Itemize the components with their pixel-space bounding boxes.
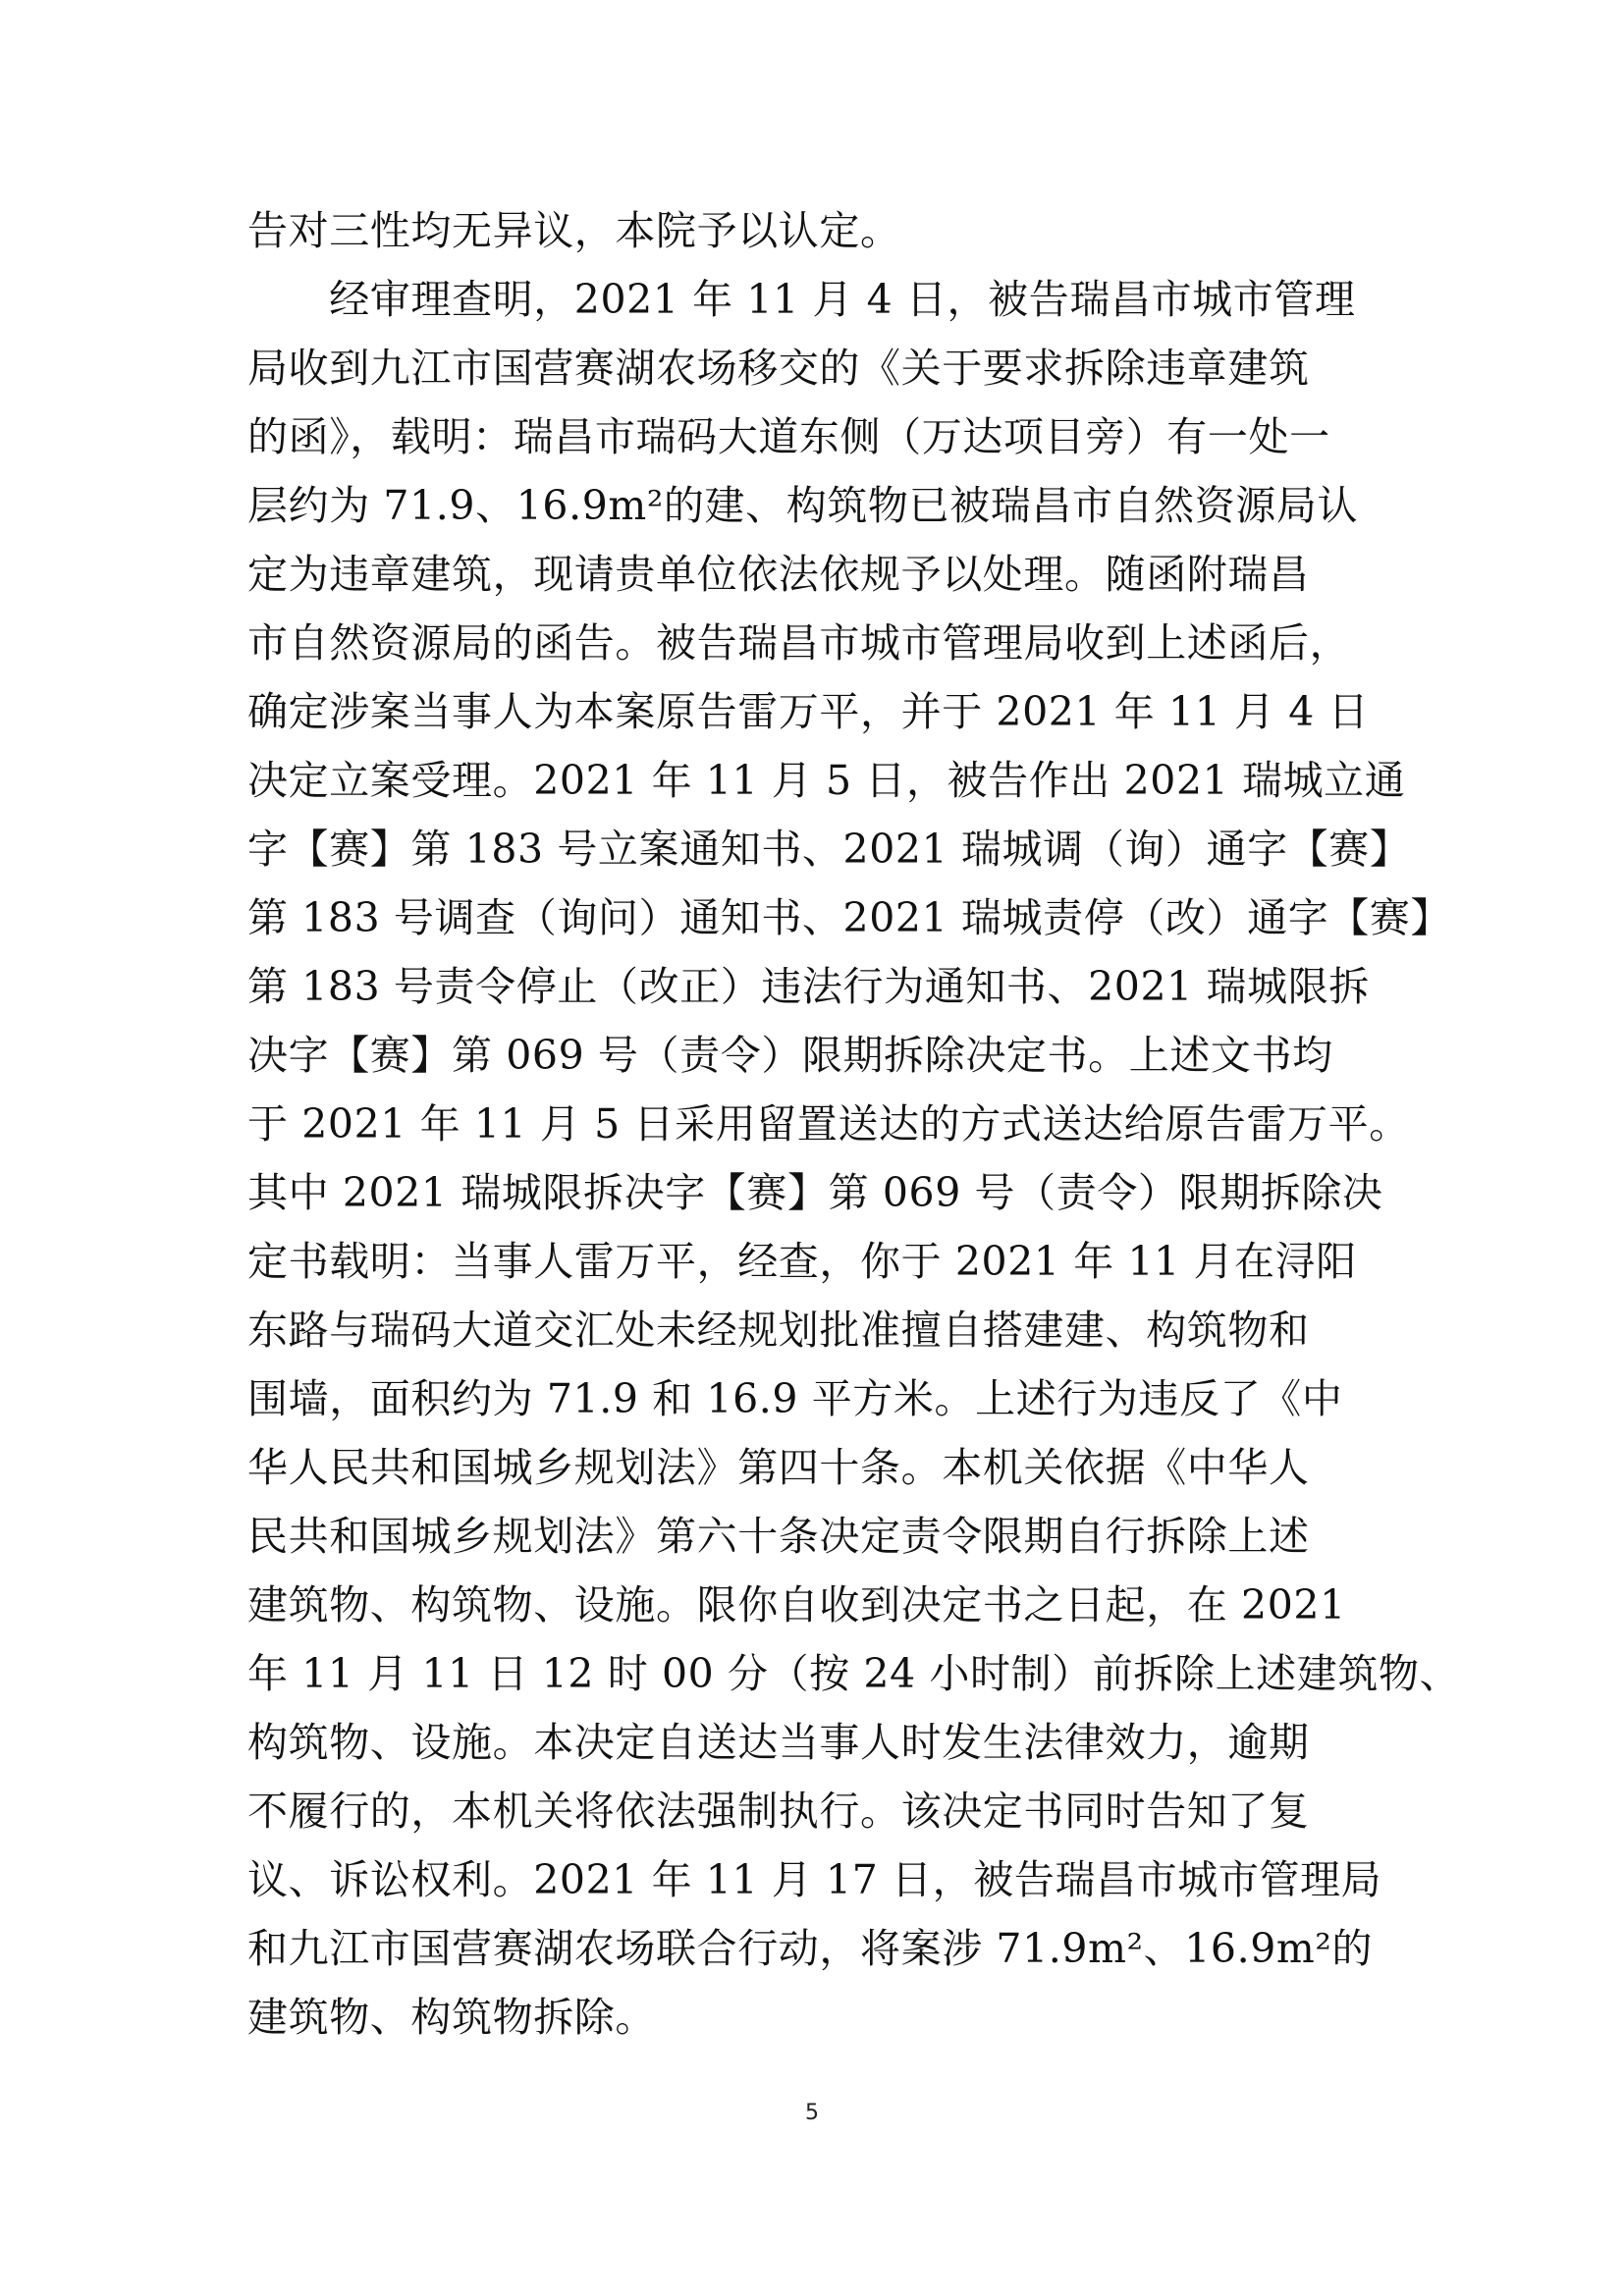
text-line: 决字【赛】第 069 号（责令）限期拆除决定书。上述文书均 [247, 1032, 1333, 1079]
text-line: 不履行的，本机关将依法强制执行。该决定书同时告知了复 [247, 1788, 1310, 1835]
text-line: 层约为 71.9、16.9m²的建、构筑物已被瑞昌市自然资源局认 [247, 482, 1359, 529]
text-line: 建筑物、构筑物、设施。限你自收到决定书之日起，在 2021 [247, 1581, 1346, 1629]
text-line: 民共和国城乡规划法》第六十条决定责令限期自行拆除上述 [247, 1513, 1310, 1560]
text-line: 构筑物、设施。本决定自送达当事人时发生法律效力，逾期 [247, 1719, 1310, 1766]
text-line: 市自然资源局的函告。被告瑞昌市城市管理局收到上述函后， [247, 619, 1351, 667]
text-line: 字【赛】第 183 号立案通知书、2021 瑞城调（询）通字【赛】 [247, 826, 1411, 873]
text-line: 东路与瑞码大道交汇处未经规划批准擅自搭建建、构筑物和 [247, 1307, 1310, 1354]
text-line: 议、诉讼权利。2021 年 11 月 17 日，被告瑞昌市城市管理局 [247, 1856, 1382, 1903]
text-line: 定为违章建筑，现请贵单位依法依规予以处理。随函附瑞昌 [247, 551, 1310, 598]
text-line: 建筑物、构筑物拆除。 [247, 1994, 656, 2041]
text-line: 确定涉案当事人为本案原告雷万平，并于 2021 年 11 月 4 日 [247, 688, 1370, 735]
text-line: 年 11 月 11 日 12 时 00 分（按 24 小时制）前拆除上述建筑物、 [247, 1650, 1461, 1697]
text-line: 第 183 号责令停止（改正）违法行为通知书、2021 瑞城限拆 [247, 963, 1370, 1010]
text-line: 围墙，面积约为 71.9 和 16.9 平方米。上述行为违反了《中 [247, 1375, 1343, 1422]
text-line: 定书载明：当事人雷万平，经查，你于 2021 年 11 月在浔阳 [247, 1238, 1357, 1285]
text-line: 告对三性均无异议，本院予以认定。 [247, 207, 901, 254]
text-line: 第 183 号调查（询问）通知书、2021 瑞城责停（改）通字【赛】 [247, 894, 1452, 941]
text-line: 局收到九江市国营赛湖农场移交的《关于要求拆除违章建筑 [247, 345, 1310, 392]
text-line: 的函》，载明：瑞昌市瑞码大道东侧（万达项目旁）有一处一 [247, 413, 1330, 460]
page-number: 5 [805, 2101, 819, 2125]
text-line: 其中 2021 瑞城限拆决字【赛】第 069 号（责令）限期拆除决 [247, 1169, 1383, 1216]
text-line: 于 2021 年 11 月 5 日采用留置送达的方式送达给原告雷万平。 [247, 1100, 1410, 1148]
body-text [247, 196, 1461, 2052]
text-line: 华人民共和国城乡规划法》第四十条。本机关依据《中华人 [247, 1444, 1310, 1491]
text-line: 决定立案受理。2021 年 11 月 5 日，被告作出 2021 瑞城立通 [247, 757, 1406, 804]
text-line: 经审理查明，2021 年 11 月 4 日，被告瑞昌市城市管理 [247, 276, 1356, 323]
text-line: 和九江市国营赛湖农场联合行动，将案涉 71.9m²、16.9m²的 [247, 1925, 1374, 1972]
